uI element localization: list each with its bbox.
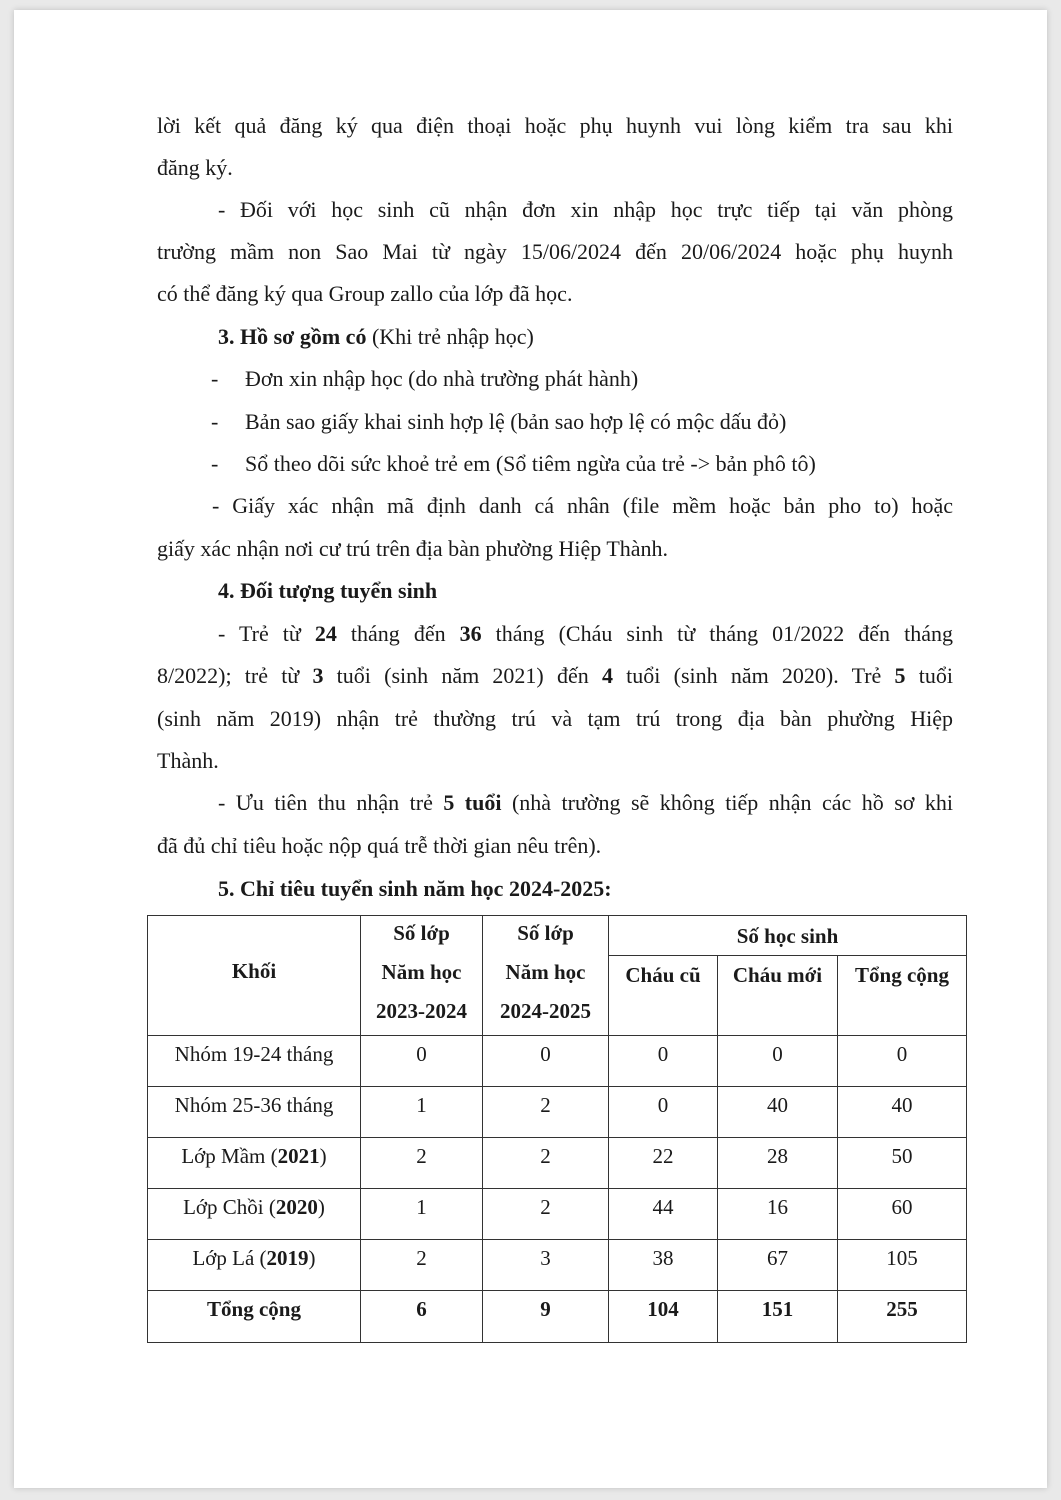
cell: 0: [609, 1036, 718, 1087]
header-sohocsinh: Số học sinh: [609, 916, 967, 956]
table-row: [148, 1036, 967, 1087]
paragraph-line: đã đủ chỉ tiêu hoặc nộp quá trễ thời gian nêu trên).: [157, 833, 602, 858]
paragraph-line: có thể đăng ký qua Group zallo của lớp đã học.: [157, 281, 573, 306]
table-total-row: [148, 1291, 967, 1343]
cell: 0: [361, 1036, 483, 1087]
row-label: Lớp Lá (2019): [148, 1240, 361, 1291]
cell: 2: [361, 1138, 483, 1189]
cell: 16: [718, 1189, 838, 1240]
cell: 2: [483, 1138, 609, 1189]
section-3-heading: 3. Hồ sơ gồm có (Khi trẻ nhập học): [218, 324, 534, 349]
list-item: Bản sao giấy khai sinh hợp lệ (bản sao hợp lệ có mộc dấu đỏ): [245, 409, 787, 434]
list-item: Đơn xin nhập học (do nhà trường phát hành): [245, 366, 639, 391]
table-row: [148, 1087, 967, 1138]
row-label: Lớp Chồi (2020): [148, 1189, 361, 1240]
cell: 40: [838, 1087, 967, 1138]
cell: 67: [718, 1240, 838, 1291]
paragraph-line: (sinh năm 2019) nhận trẻ thường trú và tạm trú trong địa bàn phường Hiệp: [157, 706, 953, 731]
list-item: Sổ theo dõi sức khoẻ trẻ em (Sổ tiêm ngừa của trẻ -> bản phô tô): [245, 451, 816, 476]
cell: 1: [361, 1189, 483, 1240]
cell: 0: [718, 1036, 838, 1087]
cell: 104: [609, 1291, 718, 1343]
cell: 255: [838, 1291, 967, 1343]
table-row: [148, 1138, 967, 1189]
cell: 0: [838, 1036, 967, 1087]
header-chaucu: Cháu cũ: [609, 956, 718, 1036]
cell: 1: [361, 1087, 483, 1138]
row-label: Lớp Mầm (2021): [148, 1138, 361, 1189]
section-5-heading: 5. Chỉ tiêu tuyển sinh năm học 2024-2025:: [218, 876, 612, 901]
paragraph-line: 8/2022); trẻ từ 3 tuổi (sinh năm 2021) đến 4 tuổi (sinh năm 2020). Trẻ 5 tuổi: [157, 663, 953, 688]
paragraph-line: - Trẻ từ 24 tháng đến 36 tháng (Cháu sinh từ tháng 01/2022 đến tháng: [218, 621, 953, 646]
cell: 0: [483, 1036, 609, 1087]
table-row: [148, 1240, 967, 1291]
table-row: [148, 1189, 967, 1240]
cell: 22: [609, 1138, 718, 1189]
header-khoi: Khối: [148, 916, 361, 1036]
cell: 28: [718, 1138, 838, 1189]
paragraph-line: lời kết quả đăng ký qua điện thoại hoặc phụ huynh vui lòng kiểm tra sau khi: [157, 113, 953, 138]
cell: 151: [718, 1291, 838, 1343]
cell: 40: [718, 1087, 838, 1138]
paragraph-line: - Ưu tiên thu nhận trẻ 5 tuổi (nhà trường sẽ không tiếp nhận các hồ sơ khi: [218, 790, 953, 815]
header-chaumoi: Cháu mới: [718, 956, 838, 1036]
cell: 2: [483, 1189, 609, 1240]
list-item: giấy xác nhận nơi cư trú trên địa bàn phường Hiệp Thành.: [157, 536, 669, 561]
section-4-heading: 4. Đối tượng tuyển sinh: [218, 578, 438, 603]
list-bullet: -: [211, 366, 219, 391]
row-label: Nhóm 25-36 tháng: [148, 1087, 361, 1138]
cell: 38: [609, 1240, 718, 1291]
cell: 9: [483, 1291, 609, 1343]
row-label: Tổng cộng: [148, 1291, 361, 1343]
cell: 2: [483, 1087, 609, 1138]
cell: 0: [609, 1087, 718, 1138]
list-bullet: -: [211, 451, 219, 476]
enrollment-table: [147, 915, 967, 1343]
header-solop-2023: Số lớp Năm học 2023-2024: [361, 916, 483, 1036]
cell: 6: [361, 1291, 483, 1343]
paragraph-line: đăng ký.: [157, 155, 233, 180]
row-label: Nhóm 19-24 tháng: [148, 1036, 361, 1087]
cell: 50: [838, 1138, 967, 1189]
list-bullet: -: [211, 409, 219, 434]
paragraph-line: trường mầm non Sao Mai từ ngày 15/06/2024 đến 20/06/2024 hoặc phụ huynh: [157, 239, 953, 264]
list-item: - Giấy xác nhận mã định danh cá nhân (file mềm hoặc bản pho to) hoặc: [212, 493, 953, 518]
cell: 60: [838, 1189, 967, 1240]
paragraph-line: Thành.: [157, 748, 219, 773]
cell: 3: [483, 1240, 609, 1291]
cell: 105: [838, 1240, 967, 1291]
header-tongcong: Tổng cộng: [838, 956, 967, 1036]
cell: 44: [609, 1189, 718, 1240]
cell: 2: [361, 1240, 483, 1291]
header-solop-2024: Số lớp Năm học 2024-2025: [483, 916, 609, 1036]
paragraph-line: - Đối với học sinh cũ nhận đơn xin nhập học trực tiếp tại văn phòng: [218, 197, 953, 222]
